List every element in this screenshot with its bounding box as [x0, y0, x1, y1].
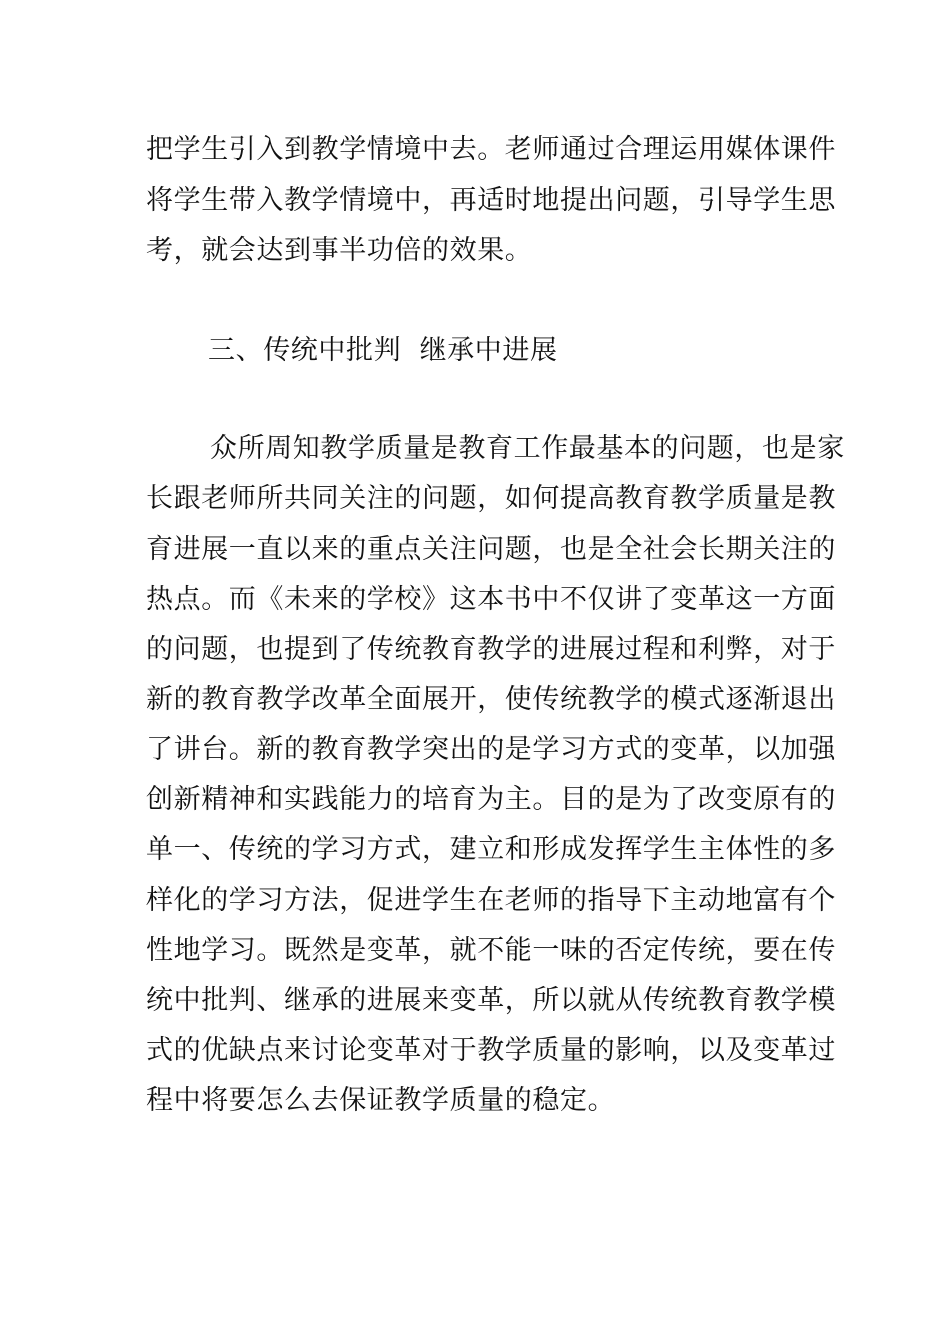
- paragraph-line: 育进展一直以来的重点关注问题，也是全社会长期关注的: [146, 534, 836, 565]
- paragraph-line: 把学生引入到教学情境中去。老师通过合理运用媒体课件: [146, 134, 836, 165]
- paragraph-line: 将学生带入教学情境中，再适时地提出问题，引导学生思: [146, 185, 836, 216]
- paragraph-line: 创新精神和实践能力的培育为主。目的是为了改变原有的: [146, 784, 836, 815]
- paragraph-line: 的问题，也提到了传统教育教学的进展过程和利弊，对于: [146, 634, 836, 665]
- paragraph-line: 单一、传统的学习方式，建立和形成发挥学生主体性的多: [146, 834, 836, 865]
- paragraph-line: 考，就会达到事半功倍的效果。: [146, 235, 533, 266]
- paragraph-line: 热点。而《未来的学校》这本书中不仅讲了变革这一方面: [146, 584, 836, 615]
- paragraph-line: 长跟老师所共同关注的问题，如何提高教育教学质量是教: [146, 483, 836, 514]
- paragraph-line: 样化的学习方法，促进学生在老师的指导下主动地富有个: [146, 885, 836, 916]
- paragraph-line: 新的教育教学改革全面展开，使传统教学的模式逐渐退出: [146, 684, 836, 715]
- paragraph-line: 程中将要怎么去保证教学质量的稳定。: [146, 1085, 616, 1116]
- paragraph-line: 众所周知教学质量是教育工作最基本的问题，也是家: [210, 433, 845, 464]
- paragraph-line: 性地学习。既然是变革，就不能一味的否定传统，要在传: [146, 935, 836, 966]
- paragraph-line: 式的优缺点来讨论变革对于教学质量的影响，以及变革过: [146, 1035, 836, 1066]
- paragraph-line: 了讲台。新的教育教学突出的是学习方式的变革，以加强: [146, 734, 836, 765]
- paragraph-line: 统中批判、继承的进展来变革，所以就从传统教育教学模: [146, 985, 836, 1016]
- section-heading: 三、传统中批判 继承中进展: [208, 335, 558, 366]
